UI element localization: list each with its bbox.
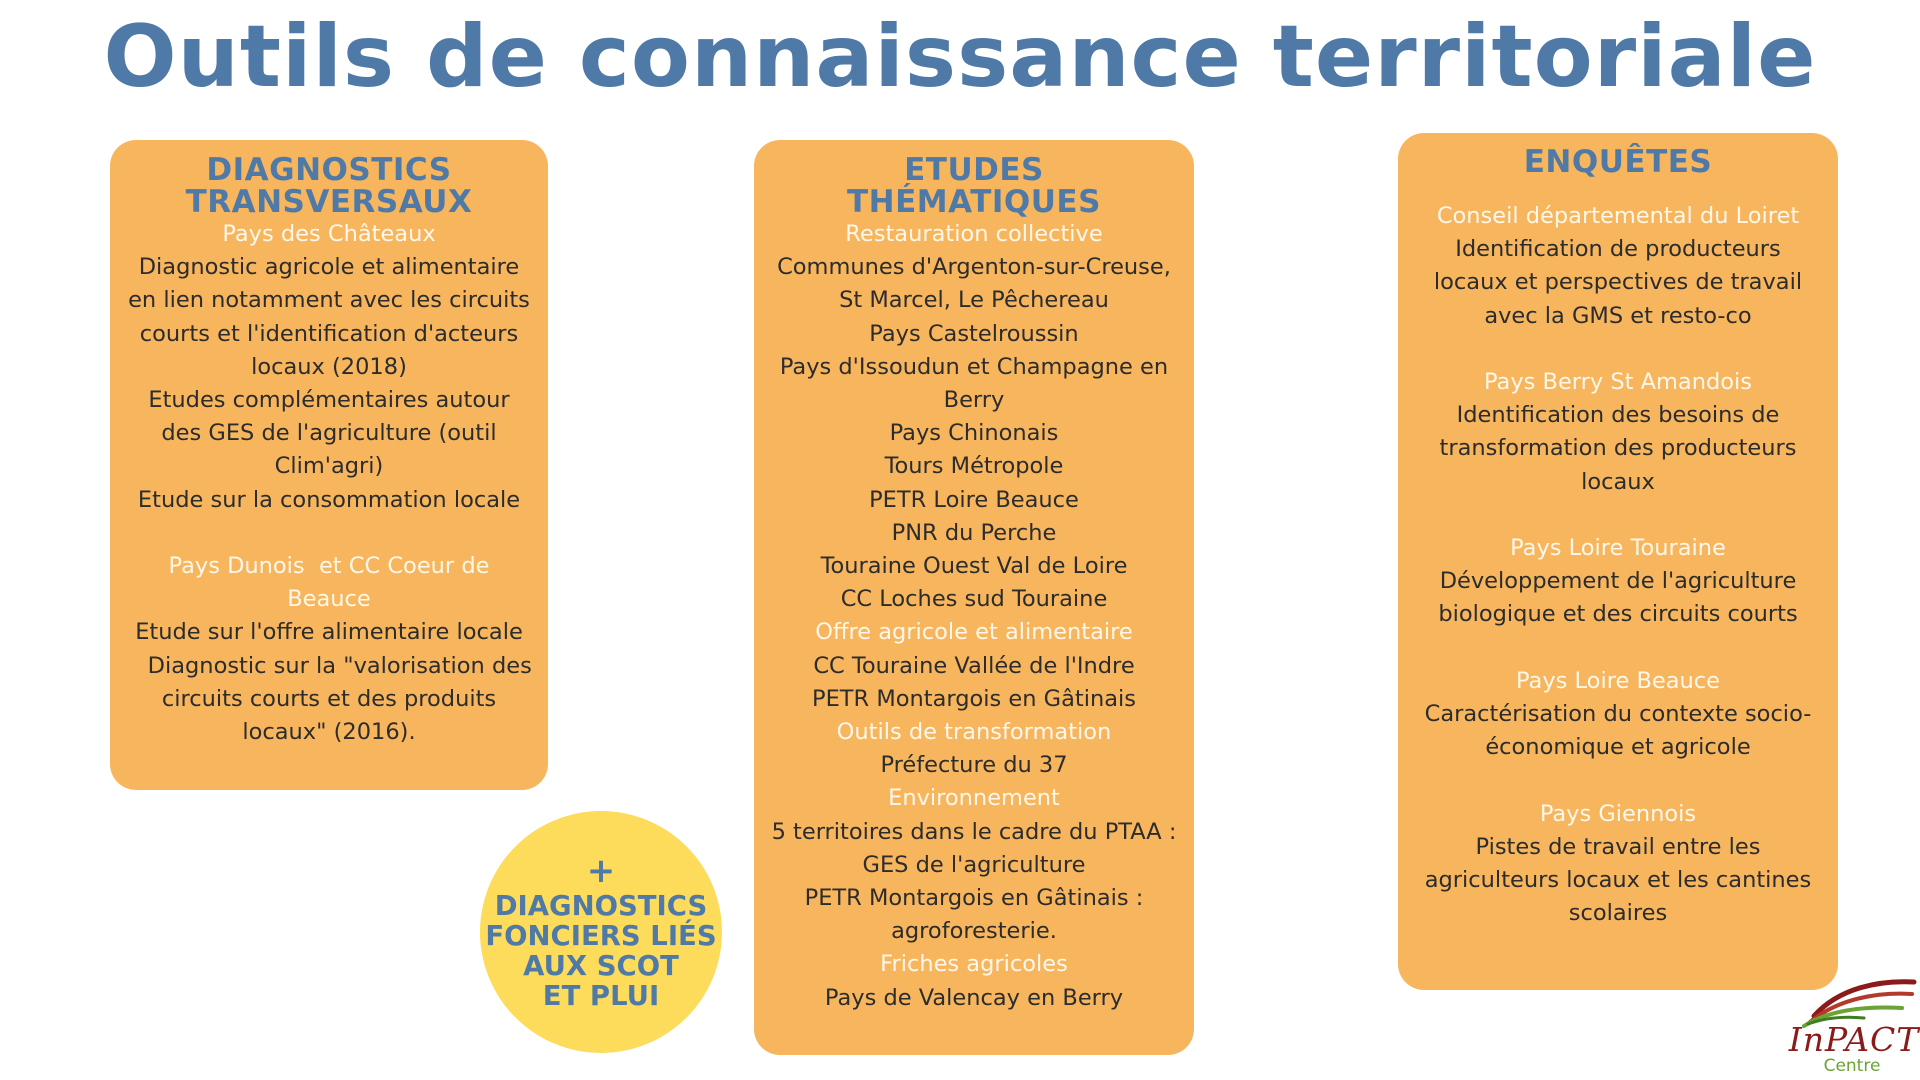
card-heading: [1398, 146, 1838, 178]
card-text-line: [110, 517, 548, 550]
card-text-line: CC Touraine Vallée de l'Indre: [813, 652, 1135, 679]
diagnostics-fonciers-circle: [480, 811, 722, 1053]
card-text-line: [1398, 333, 1838, 366]
card-text-line: transformation des producteurs: [1439, 435, 1797, 462]
card-subheading: Offre agricole et alimentaire: [815, 619, 1133, 646]
card-text-line: Etude sur l'offre alimentaire locale: [135, 619, 523, 646]
card-text-line: en lien notamment avec les circuits: [128, 287, 530, 314]
circle-line: AUX SCOT: [523, 950, 679, 982]
card-subheading: Pays Loire Beauce: [1516, 667, 1720, 694]
card-text-line: [1398, 499, 1838, 532]
card-subheading: Pays Giennois: [1539, 800, 1697, 827]
card-text-line: Etude sur la consommation locale: [137, 486, 521, 513]
card-text-line: Touraine Ouest Val de Loire: [820, 553, 1128, 580]
card-text-line: PETR Montargois en Gâtinais: [812, 685, 1136, 712]
card-heading: [754, 154, 1194, 218]
card-subheading: Restauration collective: [845, 221, 1103, 247]
card-subheading: Beauce: [287, 586, 371, 613]
card-diagnostics-transversaux: [110, 140, 548, 790]
card-text-line: [1398, 632, 1838, 665]
logo-subtext: Centre: [1823, 1056, 1881, 1076]
card-text-line: PETR Montargois en Gâtinais :: [804, 885, 1144, 912]
card-text-line: avec la GMS et resto-co: [1484, 302, 1752, 329]
circle-line: ET PLUI: [542, 980, 660, 1012]
card-text-line: Identification de producteurs: [1455, 236, 1781, 263]
card-text-line: scolaires: [1568, 900, 1668, 927]
card-text-line: Développement de l'agriculture: [1439, 568, 1797, 595]
heading-line: TRANSVERSAUX: [185, 184, 473, 220]
card-subheading: Pays Dunois et CC Coeur de: [168, 553, 490, 580]
logo-text: InPACT: [1788, 1020, 1920, 1059]
card-text-line: Pistes de travail entre les: [1475, 833, 1761, 860]
card-text-line: 5 territoires dans le cadre du PTAA :: [771, 818, 1177, 845]
card-text-line: Pays Castelroussin: [869, 320, 1079, 347]
card-text-line: Pays d'Issoudun et Champagne en: [779, 353, 1169, 380]
card-text-line: Clim'agri): [274, 453, 384, 480]
card-etudes-thematiques: [754, 140, 1194, 1055]
card-text-line: locaux" (2016).: [242, 719, 416, 746]
card-body: [754, 218, 1194, 1015]
heading-line: THÉMATIQUES: [847, 184, 1101, 220]
card-subheading: Outils de transformation: [836, 719, 1112, 746]
circle-line: DIAGNOSTICS: [494, 890, 708, 922]
card-body: [110, 218, 548, 749]
card-text-line: des GES de l'agriculture (outil: [161, 420, 497, 447]
card-text-line: Pays Chinonais: [889, 420, 1059, 447]
card-text-line: Pays de Valencay en Berry: [824, 984, 1124, 1011]
card-text-line: locaux et perspectives de travail: [1433, 269, 1803, 296]
card-text-line: Diagnostic sur la "valorisation des: [126, 652, 532, 679]
card-text-line: Etudes complémentaires autour: [148, 387, 510, 414]
card-text-line: circuits courts et des produits: [161, 685, 497, 712]
card-text-line: Berry: [943, 387, 1005, 414]
card-text-line: PETR Loire Beauce: [869, 486, 1079, 513]
card-text-line: économique et agricole: [1485, 734, 1751, 761]
card-subheading: Friches agricoles: [880, 951, 1068, 978]
card-text-line: Communes d'Argenton-sur-Creuse,: [777, 254, 1171, 281]
heading-line: DIAGNOSTICS: [206, 152, 452, 188]
card-text-line: agroforesterie.: [891, 918, 1057, 945]
page-title: Outils de connaissance territoriale: [103, 7, 1817, 107]
card-subheading: Pays Berry St Amandois: [1483, 369, 1753, 395]
card-subheading: Pays des Châteaux: [222, 221, 436, 247]
card-text-line: PNR du Perche: [891, 519, 1057, 546]
card-subheading: Conseil départemental du Loiret: [1436, 203, 1800, 229]
card-text-line: agriculteurs locaux et les cantines: [1424, 867, 1812, 893]
heading-line: ENQUÊTES: [1523, 144, 1713, 180]
card-text-line: Caractérisation du contexte socio-: [1424, 701, 1812, 727]
card-text-line: CC Loches sud Touraine: [840, 586, 1108, 613]
card-text-line: St Marcel, Le Pêchereau: [839, 287, 1109, 314]
heading-line: ETUDES: [904, 152, 1044, 188]
card-text-line: GES de l'agriculture: [862, 851, 1086, 878]
card-text-line: locaux: [1581, 468, 1655, 495]
card-text-line: biologique et des circuits courts: [1438, 601, 1798, 628]
card-enquetes: [1398, 133, 1838, 990]
inpact-centre-logo: [1784, 968, 1920, 1076]
card-subheading: Pays Loire Touraine: [1510, 535, 1726, 561]
card-text-line: locaux (2018): [251, 353, 407, 380]
plus-icon: +: [586, 851, 616, 891]
card-text-line: courts et l'identification d'acteurs: [139, 320, 519, 347]
logo-swoosh-icon: [1784, 968, 1920, 1028]
card-text-line: [1398, 764, 1838, 797]
card-heading: [110, 154, 548, 218]
card-text-line: Identification des besoins de: [1456, 402, 1780, 429]
card-text-line: Diagnostic agricole et alimentaire: [138, 254, 520, 281]
circle-line: FONCIERS LIÉS: [485, 920, 717, 952]
card-text-line: Tours Métropole: [884, 453, 1064, 480]
card-body: [1398, 200, 1838, 930]
card-text-line: Préfecture du 37: [880, 752, 1068, 779]
card-subheading: Environnement: [888, 785, 1060, 812]
